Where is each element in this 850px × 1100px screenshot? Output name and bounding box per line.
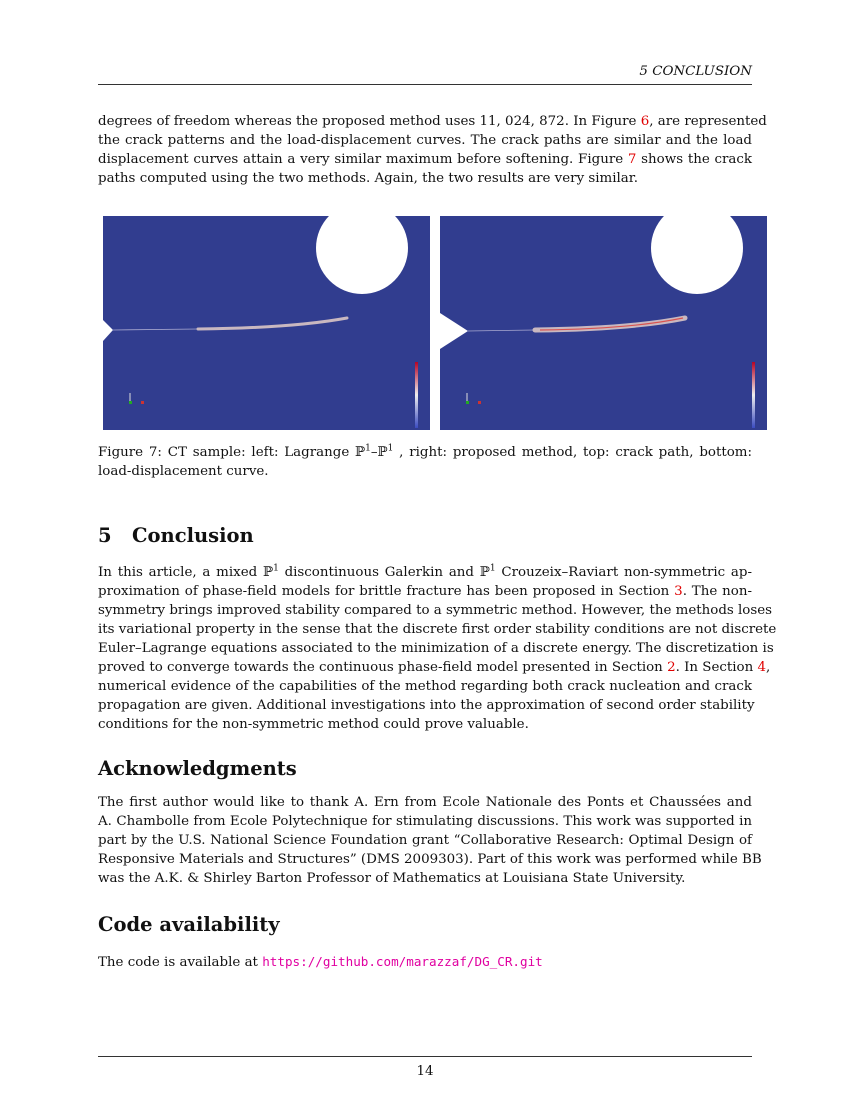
text-line xyxy=(98,793,752,812)
text-segment: , right: proposed method, top: crack path, bottom: xyxy=(393,445,752,460)
text-segment: displacement curves attain a very similar maximum before softening. Figure xyxy=(98,152,628,167)
section-heading-conclusion: 5 Conclusion xyxy=(98,524,254,547)
text-segment: part by the U.S. National Science Foundation grant “Collaborative Research: Optimal Design of xyxy=(98,833,752,848)
text-segment: conditions for the non-symmetric method could prove valuable. xyxy=(98,717,529,732)
superscript: 1 xyxy=(489,563,496,574)
header-rule xyxy=(98,84,752,85)
superscript: 1 xyxy=(387,443,394,454)
text-line xyxy=(98,601,773,620)
cross-reference-link[interactable]: 3 xyxy=(674,584,683,599)
text-line xyxy=(98,169,752,188)
text-line xyxy=(98,715,752,734)
text-line xyxy=(98,696,755,715)
figure-caption xyxy=(98,443,752,481)
text-segment: , xyxy=(766,660,771,675)
figure-left-lagrange xyxy=(103,216,430,430)
text-line xyxy=(98,831,752,850)
text-segment: its variational property in the sense that the discrete first order stability conditions are not discrete xyxy=(98,622,777,637)
text-segment: load-displacement curve. xyxy=(98,464,269,479)
text-segment: proximation of phase-field models for brittle fracture has been proposed in Section xyxy=(98,584,675,599)
conclusion-paragraph xyxy=(98,563,777,734)
cross-reference-link[interactable]: 2 xyxy=(667,660,676,675)
footer-rule xyxy=(98,1056,752,1057)
text-line xyxy=(98,677,752,696)
text-segment: propagation are given. Additional investigations into the approximation of second order stability xyxy=(98,698,755,713)
acknowledgments-paragraph xyxy=(98,793,762,888)
superscript: 1 xyxy=(273,563,279,574)
text-segment: proved to converge towards the continuous phase-field model presented in Section xyxy=(98,660,668,675)
text-segment: paths computed using the two methods. Again, the two results are very similar. xyxy=(98,171,638,186)
text-segment: the crack patterns and the load-displacement curves. The crack paths are similar and the load xyxy=(98,133,752,148)
text-segment: Figure 7: CT sample: left: Lagrange ℙ xyxy=(98,445,366,460)
text-segment: –ℙ xyxy=(370,445,388,460)
text-line xyxy=(98,812,752,831)
text-segment: The first author would like to thank A. Ern from Ecole Nationale des Ponts et Chaussées and xyxy=(98,795,752,810)
text-segment: Responsive Materials and Structures” (DMS 2009303). Part of this work was performed while BB xyxy=(98,852,762,867)
heading-code-availability: Code availability xyxy=(98,913,280,936)
text-segment: Euler–Lagrange equations associated to the minimization of a discrete energy. The discretization is xyxy=(98,641,774,656)
cross-reference-link[interactable]: 4 xyxy=(757,660,767,675)
text-line xyxy=(98,462,752,481)
text-segment: symmetry brings improved stability compared to a symmetric method. However, the methods loses xyxy=(98,603,773,618)
text-line xyxy=(98,563,752,582)
text-segment: . In Section xyxy=(675,660,758,675)
text-segment: . The non- xyxy=(682,584,752,599)
text-line xyxy=(98,620,777,639)
text-segment: In this article, a mixed ℙ xyxy=(98,565,274,580)
text-line xyxy=(98,869,752,888)
superscript: 1 xyxy=(365,443,371,454)
text-line xyxy=(98,952,752,971)
text-segment: numerical evidence of the capabilities of the method regarding both crack nucleation and crack xyxy=(98,679,752,694)
text-segment: A. Chambolle from Ecole Polytechnique for stimulating discussions. This work was supported in xyxy=(98,814,752,829)
cross-reference-link[interactable]: 6 xyxy=(640,114,650,129)
colorbar xyxy=(752,362,755,428)
text-segment: shows the crack xyxy=(636,152,753,167)
text-line xyxy=(98,582,752,601)
text-line xyxy=(98,639,774,658)
text-segment: Crouzeix–Raviart non-symmetric ap- xyxy=(495,565,752,580)
running-header: 5 CONCLUSION xyxy=(639,64,752,79)
figure-right-proposed xyxy=(440,216,767,430)
text-segment: discontinuous Galerkin and ℙ xyxy=(278,565,490,580)
text-segment: was the A.K. & Shirley Barton Professor of Mathematics at Louisiana State University. xyxy=(98,871,686,886)
code-paragraph xyxy=(98,952,752,971)
text-line xyxy=(98,150,752,169)
text-line xyxy=(98,658,771,677)
text-segment: The code is available at xyxy=(98,955,263,970)
code-url-link[interactable]: https://github.com/marazzaf/DG_CR.git xyxy=(262,954,543,969)
text-segment: degrees of freedom whereas the proposed method uses 11, 024, 872. In Figure xyxy=(98,114,641,129)
intro-paragraph xyxy=(98,112,767,188)
text-line xyxy=(98,112,767,131)
text-segment: , are represented xyxy=(649,114,767,129)
text-line xyxy=(98,443,752,462)
text-line xyxy=(98,850,762,869)
cross-reference-link[interactable]: 7 xyxy=(627,152,637,167)
colorbar xyxy=(415,362,418,428)
page-number: 14 xyxy=(416,1064,434,1079)
text-line xyxy=(98,131,752,150)
heading-acknowledgments: Acknowledgments xyxy=(98,757,297,780)
